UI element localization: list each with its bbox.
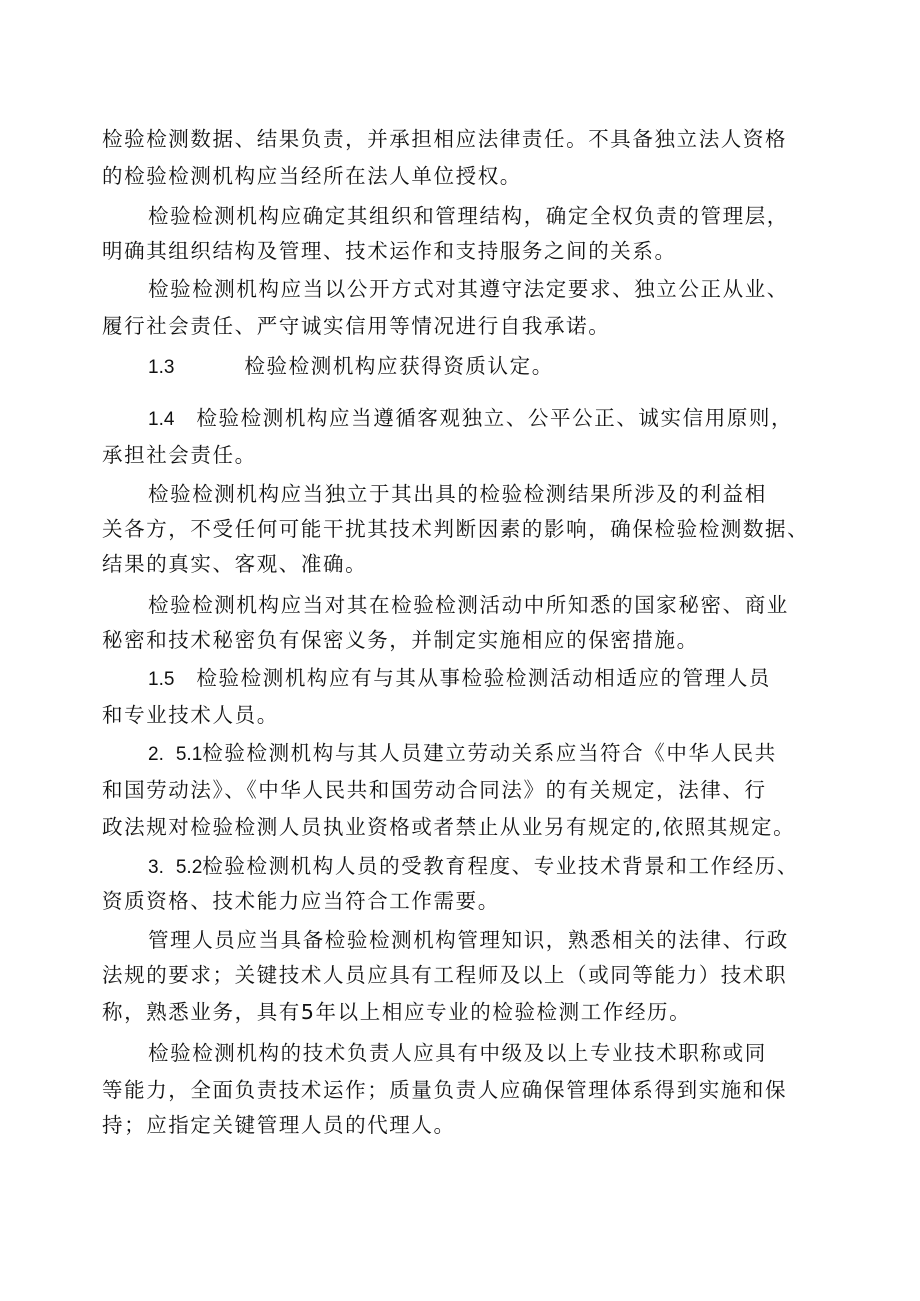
- text-line: 明确其组织结构及管理、技术运作和支持服务之间的关系。: [102, 239, 677, 263]
- list-number: 3.: [148, 857, 164, 878]
- text-line: 检验检测机构应当独立于其出具的检验检测结果所涉及的利益相: [148, 482, 767, 506]
- clause-1-4: [148, 405, 878, 431]
- text-line: 结果的真实、客观、准确。: [102, 552, 368, 576]
- text-line: 检验检测机构应当对其在检验检测活动中所知悉的国家秘密、商业: [148, 593, 789, 617]
- clause-number: 1.4: [148, 409, 175, 430]
- text-line: 资质资格、技术能力应当符合工作需要。: [102, 889, 500, 913]
- clause-1-3: [148, 353, 878, 379]
- clause-number: 5.2: [175, 857, 203, 878]
- text-line: 法规的要求；关键技术人员应具有工程师及以上（或同等能力）技术职: [102, 963, 788, 987]
- text-line: 持；应指定关键管理人员的代理人。: [102, 1113, 456, 1137]
- clause-text: 检验检测机构与其人员建立劳动关系应当符合《中华人民共: [202, 741, 777, 765]
- clause-text: 检验检测机构人员的受教育程度、专业技术背景和工作经历、: [202, 854, 799, 878]
- text-line: 检验检测机构的技术负责人应具有中级及以上专业技术职称或同: [148, 1041, 767, 1065]
- text-line: 政法规对检验检测人员执业资格或者禁止从业另有规定的,依照其规定。: [102, 815, 796, 839]
- text-line: 检验检测数据、结果负责，并承担相应法律责任。不具备独立法人资格: [102, 127, 788, 151]
- text-line: 和专业技术人员。: [102, 703, 279, 727]
- text-line: 等能力，全面负责技术运作；质量负责人应确保管理体系得到实施和保: [102, 1078, 788, 1102]
- clause-text: 检验检测机构应有与其从事检验检测活动相适应的管理人员: [196, 666, 772, 690]
- clause-number: 1.3: [148, 357, 175, 378]
- clause-3-5-2: [148, 853, 878, 879]
- text-line: 和国劳动法》、《中华人民共和国劳动合同法》的有关规定，法律、行: [102, 778, 767, 802]
- text-line: 管理人员应当具备检验检测机构管理知识，熟悉相关的法律、行政: [148, 928, 789, 952]
- list-number: 2.: [148, 744, 164, 765]
- clause-number: 1.5: [148, 669, 175, 690]
- clause-text: 检验检测机构应获得资质认定。: [244, 354, 554, 378]
- text-line: 的检验检测机构应当经所在法人单位授权。: [102, 164, 522, 188]
- clause-number: 5.1: [175, 744, 203, 765]
- text-line: 关各方，不受任何可能干扰其技术判断因素的影响，确保检验检测数据、: [102, 517, 810, 541]
- text-line: 履行社会责任、严守诚实信用等情况进行自我承诺。: [102, 314, 611, 338]
- text-line: 秘密和技术秘密负有保密义务，并制定实施相应的保密措施。: [102, 628, 699, 652]
- text-line: 检验检测机构应确定其组织和管理结构，确定全权负责的管理层，: [148, 204, 789, 228]
- clause-1-5: [148, 665, 878, 691]
- text-line: 称，熟悉业务，具有5年以上相应专业的检验检测工作经历。: [102, 1000, 692, 1024]
- text-line: 承担社会责任。: [102, 443, 257, 467]
- text-line: 检验检测机构应当以公开方式对其遵守法定要求、独立公正从业、: [148, 277, 789, 301]
- clause-2-5-1: [148, 740, 878, 766]
- clause-text: 检验检测机构应当遵循客观独立、公平公正、诚实信用原则，: [196, 406, 794, 430]
